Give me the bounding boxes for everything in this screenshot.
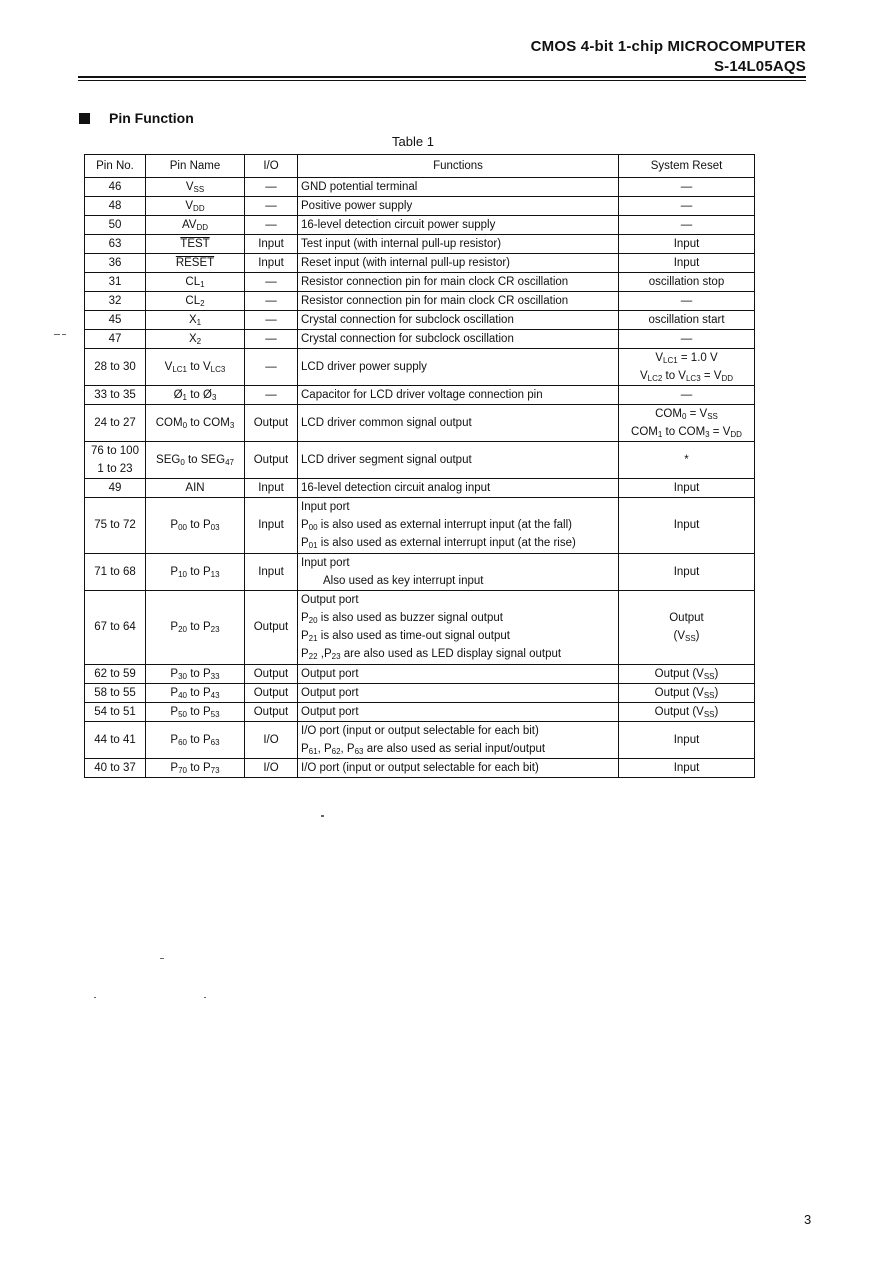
part-number: S-14L05AQS <box>713 58 806 75</box>
square-bullet-icon <box>79 113 90 124</box>
table-row <box>85 553 755 590</box>
cell-system-reset: — <box>619 386 755 405</box>
table-body <box>85 178 755 778</box>
table-row <box>85 702 755 721</box>
cell-system-reset: oscillation start <box>619 311 755 330</box>
cell-pin-name: $P_{50}$ to $P_{53}$ <box>146 702 245 721</box>
cell-pin-name: $Ø_1$ to $Ø_3$ <box>146 386 245 405</box>
cell-pin-no: 48 <box>85 197 146 216</box>
cell-pin-no: 76 to 100 1 to 23 <box>85 442 146 479</box>
cell-pin-name: $P_{70}$ to $P_{73}$ <box>146 758 245 777</box>
cell-pin-name: RESET <box>146 254 245 273</box>
table-row <box>85 683 755 702</box>
table-row <box>85 197 755 216</box>
cell-pin-name: AIN <box>146 479 245 498</box>
cell-functions: I/O port (input or output selectable for each bit) <box>298 758 619 777</box>
cell-functions: Crystal connection for subclock oscillation <box>298 311 619 330</box>
cell-functions: 16-level detection circuit analog input <box>298 479 619 498</box>
column-header-pin-no: Pin No. <box>85 155 146 178</box>
cell-system-reset: Output $(V_{SS})$ <box>619 664 755 683</box>
table-row <box>85 386 755 405</box>
column-header-io: I/O <box>245 155 298 178</box>
cell-pin-no: 24 to 27 <box>85 405 146 442</box>
cell-system-reset: Input <box>619 235 755 254</box>
table-row <box>85 758 755 777</box>
cell-pin-name: $SEG_0$ to $SEG_{47}$ <box>146 442 245 479</box>
cell-pin-no: 67 to 64 <box>85 590 146 664</box>
cell-io: Output <box>245 664 298 683</box>
cell-pin-name: $X_1$ <box>146 311 245 330</box>
cell-pin-name: $COM_0$ to $COM_3$ <box>146 405 245 442</box>
cell-pin-no: 40 to 37 <box>85 758 146 777</box>
cell-system-reset: oscillation stop <box>619 273 755 292</box>
table-row <box>85 479 755 498</box>
scan-speck <box>321 815 324 817</box>
cell-functions: Output port <box>298 702 619 721</box>
cell-functions: LCD driver segment signal output <box>298 442 619 479</box>
cell-pin-no: 44 to 41 <box>85 721 146 758</box>
table-row <box>85 178 755 197</box>
cell-system-reset: Output $(V_{SS})$ <box>619 702 755 721</box>
table-row <box>85 721 755 758</box>
cell-functions: I/O port (input or output selectable for each bit) $P_{61}$, $P_{62}$, $P_{63}$ are also used as serial input/output <box>298 721 619 758</box>
cell-pin-name: $P_{30}$ to $P_{33}$ <box>146 664 245 683</box>
cell-pin-name: $P_{40}$ to $P_{43}$ <box>146 683 245 702</box>
table-row <box>85 330 755 349</box>
scan-speck <box>160 958 164 959</box>
cell-functions: Input port Also used as key interrupt input <box>298 553 619 590</box>
pin-function-table <box>84 154 755 778</box>
table-row <box>85 216 755 235</box>
cell-system-reset: — <box>619 292 755 311</box>
cell-functions: LCD driver power supply <box>298 349 619 386</box>
cell-pin-no: 71 to 68 <box>85 553 146 590</box>
cell-io: Input <box>245 498 298 554</box>
scan-speck <box>94 997 96 998</box>
cell-functions: LCD driver common signal output <box>298 405 619 442</box>
cell-system-reset: — <box>619 178 755 197</box>
table-header-row <box>85 155 755 178</box>
scan-speck <box>204 997 206 998</box>
cell-io: — <box>245 386 298 405</box>
scan-speck <box>62 334 66 335</box>
cell-system-reset: Output $(V_{SS})$ <box>619 683 755 702</box>
cell-system-reset: Input <box>619 254 755 273</box>
cell-system-reset: * <box>619 442 755 479</box>
cell-pin-no: 63 <box>85 235 146 254</box>
cell-pin-no: 49 <box>85 479 146 498</box>
cell-functions: Capacitor for LCD driver voltage connection pin <box>298 386 619 405</box>
cell-pin-name: $P_{60}$ to $P_{63}$ <box>146 721 245 758</box>
header-rule-thin <box>78 80 806 81</box>
cell-system-reset: $V_{LC1} = 1.0$ V $V_{LC2}$ to $V_{LC3} = V_{DD}$ <box>619 349 755 386</box>
cell-pin-no: 47 <box>85 330 146 349</box>
cell-pin-name: $CL_1$ <box>146 273 245 292</box>
cell-pin-no: 46 <box>85 178 146 197</box>
cell-system-reset: $COM_0 = V_{SS}$ $COM_1$ to $COM_3 = V_{DD}$ <box>619 405 755 442</box>
cell-io: Output <box>245 405 298 442</box>
cell-functions: 16-level detection circuit power supply <box>298 216 619 235</box>
cell-io: Output <box>245 702 298 721</box>
cell-functions: Crystal connection for subclock oscillation <box>298 330 619 349</box>
cell-functions: Reset input (with internal pull-up resistor) <box>298 254 619 273</box>
cell-system-reset: — <box>619 330 755 349</box>
cell-system-reset: Input <box>619 758 755 777</box>
cell-pin-name: $CL_2$ <box>146 292 245 311</box>
cell-io: Output <box>245 683 298 702</box>
table-row <box>85 442 755 479</box>
cell-io: I/O <box>245 758 298 777</box>
table-row <box>85 664 755 683</box>
table-row <box>85 311 755 330</box>
cell-io: — <box>245 197 298 216</box>
cell-pin-no: 54 to 51 <box>85 702 146 721</box>
cell-pin-no: 50 <box>85 216 146 235</box>
cell-io: I/O <box>245 721 298 758</box>
cell-io: — <box>245 178 298 197</box>
section-title: Pin Function <box>109 110 194 126</box>
cell-io: — <box>245 349 298 386</box>
cell-pin-name: $V_{SS}$ <box>146 178 245 197</box>
cell-io: Input <box>245 235 298 254</box>
cell-pin-no: 75 to 72 <box>85 498 146 554</box>
table-row <box>85 349 755 386</box>
cell-pin-no: 32 <box>85 292 146 311</box>
cell-io: Input <box>245 479 298 498</box>
cell-functions: Resistor connection pin for main clock CR oscillation <box>298 273 619 292</box>
cell-pin-name: $P_{20}$ to $P_{23}$ <box>146 590 245 664</box>
page-number: 3 <box>804 1212 812 1227</box>
cell-io: Input <box>245 553 298 590</box>
cell-functions: GND potential terminal <box>298 178 619 197</box>
column-header-pin-name: Pin Name <box>146 155 245 178</box>
cell-pin-no: 58 to 55 <box>85 683 146 702</box>
cell-io: Input <box>245 254 298 273</box>
cell-pin-name: TEST <box>146 235 245 254</box>
cell-pin-name: $P_{10}$ to $P_{13}$ <box>146 553 245 590</box>
cell-system-reset: Output $(V_{SS})$ <box>619 590 755 664</box>
cell-system-reset: Input <box>619 479 755 498</box>
cell-io: Output <box>245 590 298 664</box>
cell-pin-no: 31 <box>85 273 146 292</box>
cell-io: — <box>245 273 298 292</box>
column-header-functions: Functions <box>298 155 619 178</box>
table-caption: Table 1 <box>392 134 434 149</box>
cell-functions: Resistor connection pin for main clock CR oscillation <box>298 292 619 311</box>
cell-pin-no: 45 <box>85 311 146 330</box>
cell-functions: Test input (with internal pull-up resistor) <box>298 235 619 254</box>
cell-io: — <box>245 292 298 311</box>
cell-pin-name: $AV_{DD}$ <box>146 216 245 235</box>
column-header-system-reset: System Reset <box>619 155 755 178</box>
table-row <box>85 254 755 273</box>
cell-pin-no: 33 to 35 <box>85 386 146 405</box>
cell-system-reset: — <box>619 216 755 235</box>
cell-io: — <box>245 311 298 330</box>
table-row <box>85 273 755 292</box>
cell-functions: Output port <box>298 683 619 702</box>
cell-system-reset: Input <box>619 498 755 554</box>
cell-io: — <box>245 330 298 349</box>
cell-functions: Positive power supply <box>298 197 619 216</box>
table-row <box>85 292 755 311</box>
cell-functions: Output port <box>298 664 619 683</box>
cell-pin-no: 28 to 30 <box>85 349 146 386</box>
cell-pin-name: $V_{DD}$ <box>146 197 245 216</box>
cell-system-reset: Input <box>619 721 755 758</box>
header-rule-thick <box>78 76 806 78</box>
cell-pin-no: 36 <box>85 254 146 273</box>
cell-functions: Input port $P_{00}$ is also used as external interrupt input (at the fall) $P_{01}$ is also used as external interrupt input (at the rise) <box>298 498 619 554</box>
cell-io: — <box>245 216 298 235</box>
cell-system-reset: — <box>619 197 755 216</box>
document-title: CMOS 4-bit 1-chip MICROCOMPUTER <box>530 38 806 55</box>
cell-functions: Output port $P_{20}$ is also used as buzzer signal output $P_{21}$ is also used as time-out signal output $P_{22}$ $,P_{23}$ are also used as LED display signal output <box>298 590 619 664</box>
cell-pin-name: $X_2$ <box>146 330 245 349</box>
table-row <box>85 405 755 442</box>
cell-system-reset: Input <box>619 553 755 590</box>
cell-pin-name: $P_{00}$ to $P_{03}$ <box>146 498 245 554</box>
table-row <box>85 235 755 254</box>
table-row <box>85 590 755 664</box>
cell-pin-name: $V_{LC1}$ to $V_{LC3}$ <box>146 349 245 386</box>
cell-io: Output <box>245 442 298 479</box>
cell-pin-no: 62 to 59 <box>85 664 146 683</box>
scan-speck <box>54 334 60 335</box>
table-row <box>85 498 755 554</box>
